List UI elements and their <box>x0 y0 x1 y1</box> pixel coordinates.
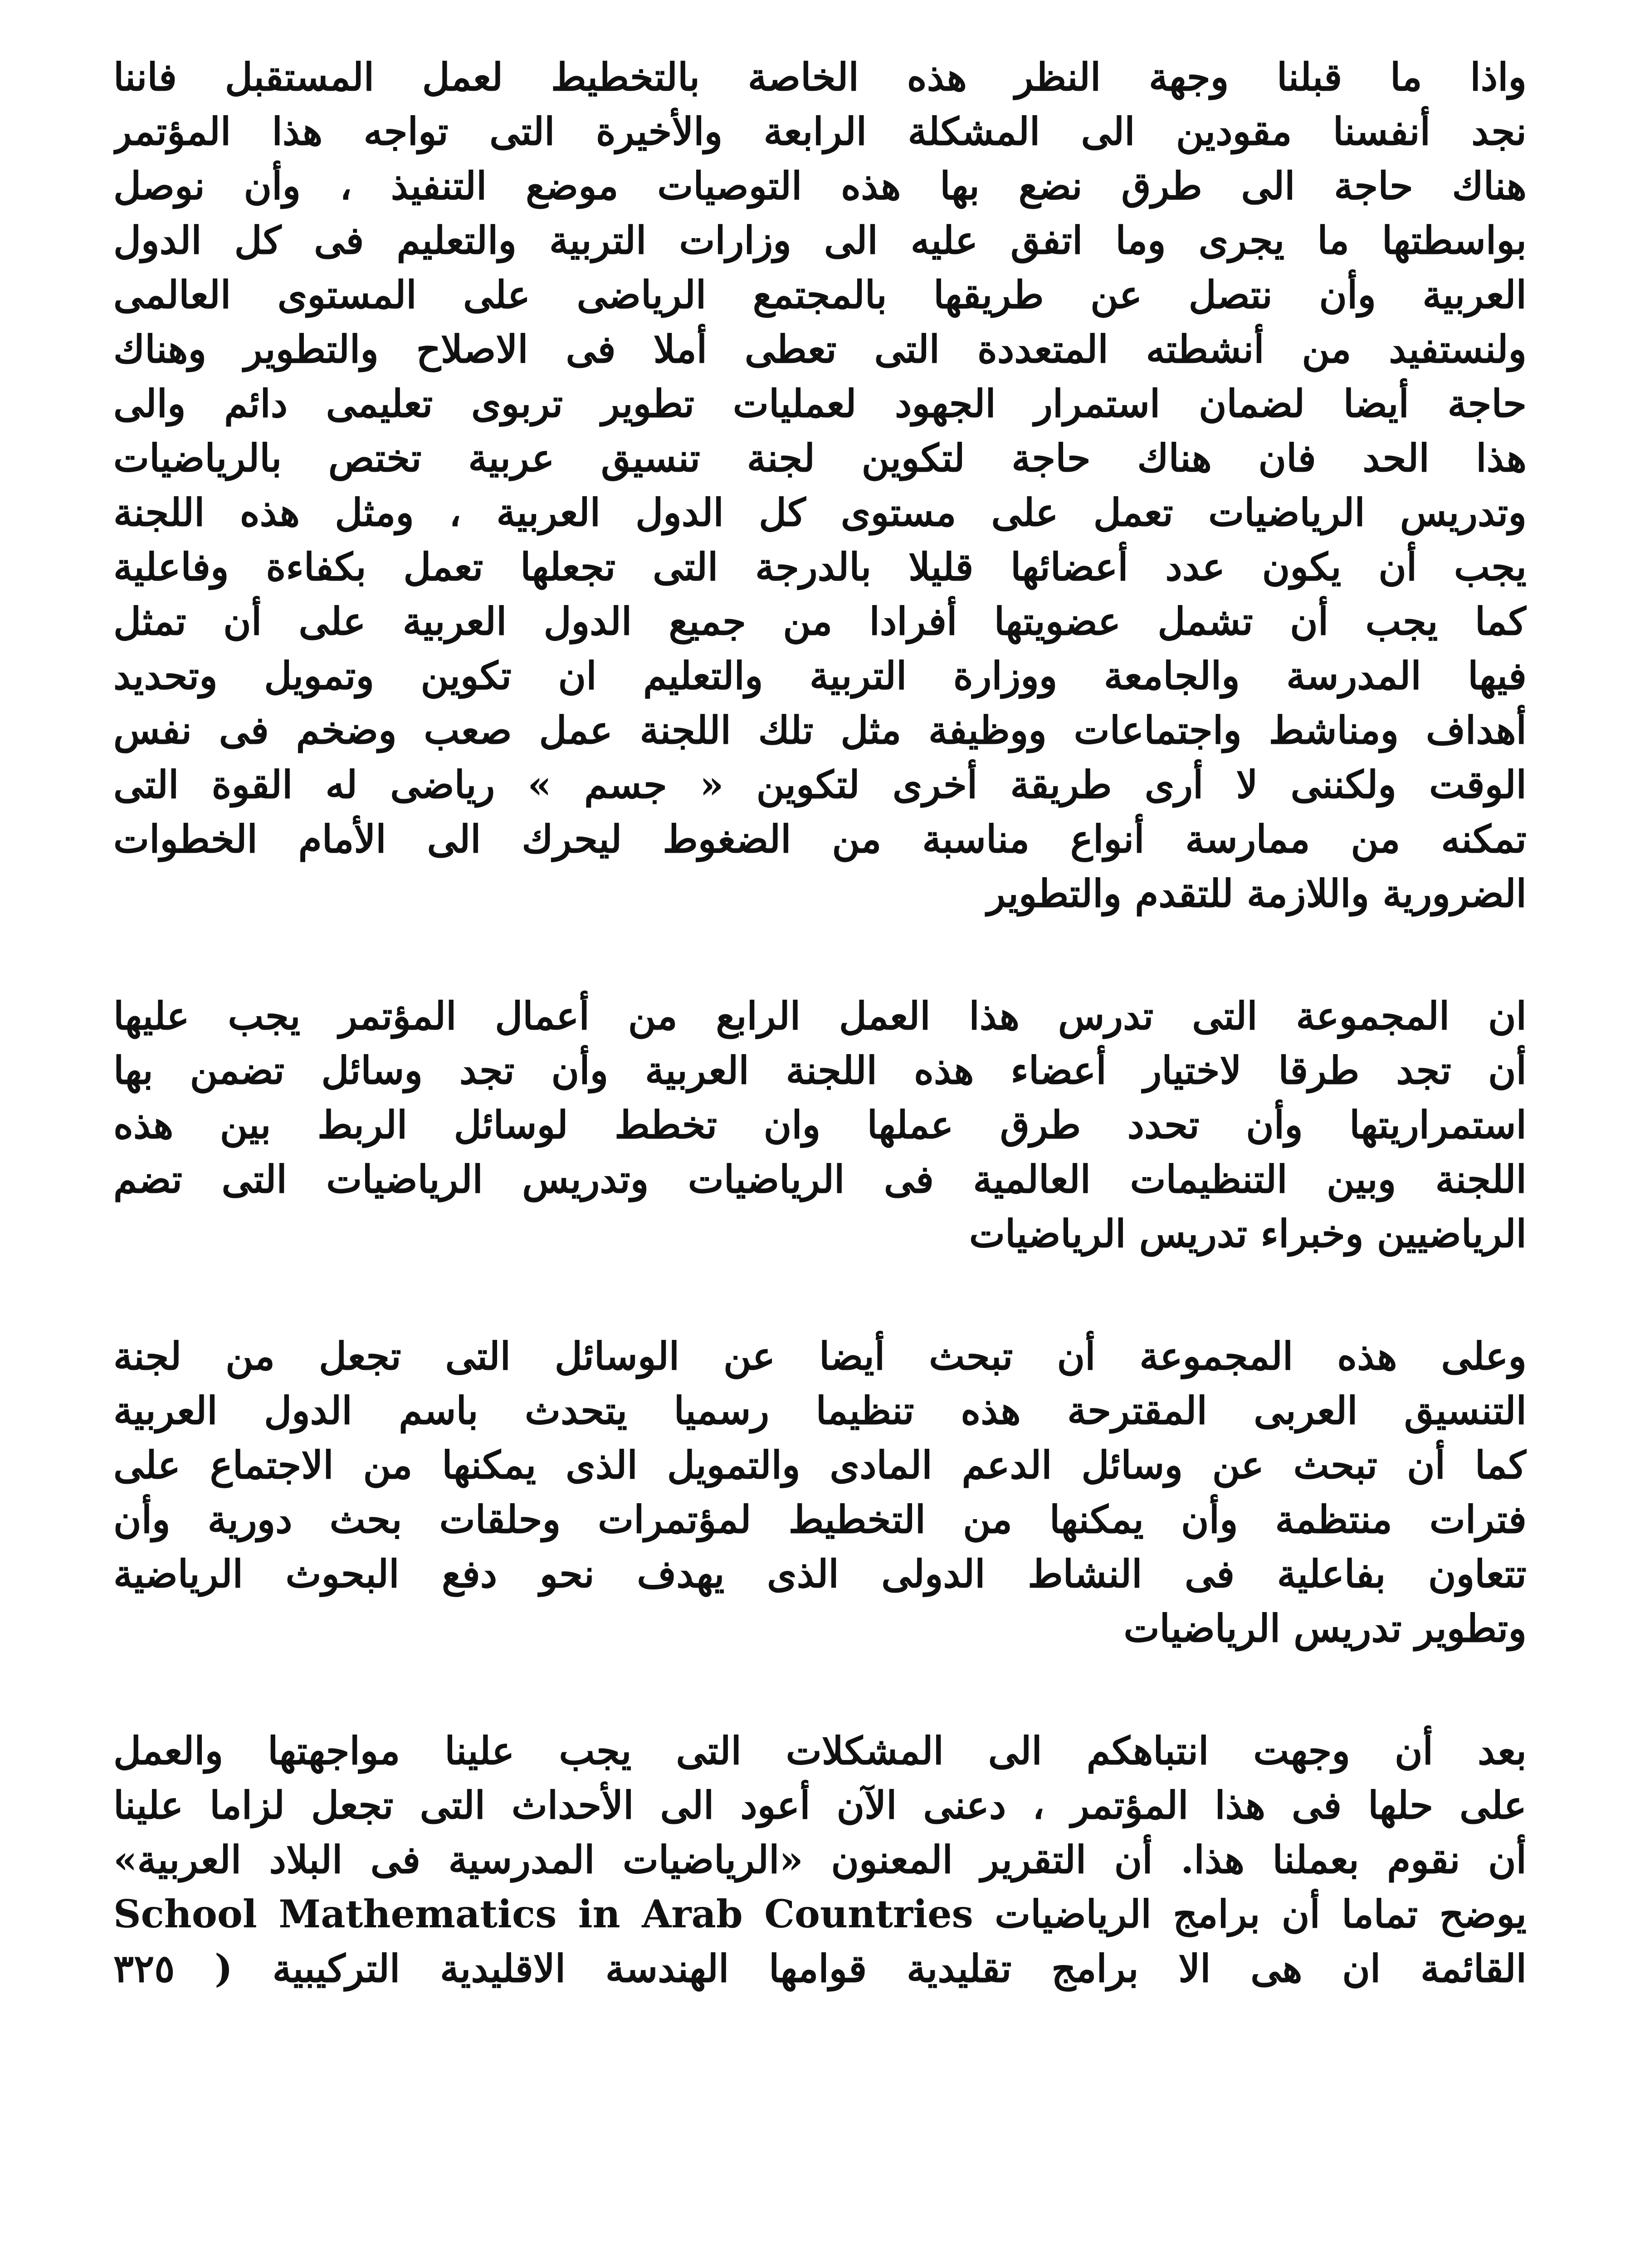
text-line: يجب أن يكون عدد أعضائها قليلا بالدرجة التى تجعلها تعمل بكفاءة وفاعلية <box>113 544 1527 589</box>
text-line: القائمة ان هى الا برامج تقليدية قوامها الهندسة الاقليدية التركيبية ( ٣٢٥ <box>113 1946 1527 1991</box>
text-line: وتدريس الرياضيات تعمل على مستوى كل الدول العربية ، ومثل هذه اللجنة <box>113 490 1527 535</box>
text-line: أهداف ومناشط واجتماعات ووظيفة مثل تلك اللجنة عمل صعب وضخم فى نفس <box>113 708 1527 753</box>
text-line: الرياضيين وخبراء تدريس الرياضيات <box>969 1211 1527 1256</box>
text-line: اللجنة وبين التنظيمات العالمية فى الرياضيات وتدريس الرياضيات التى تضم <box>113 1157 1527 1202</box>
text-line: فيها المدرسة والجامعة ووزارة التربية والتعليم ان تكوين وتمويل وتحديد <box>113 653 1527 698</box>
text-line: كما يجب أن تشمل عضويتها أفرادا من جميع الدول العربية على أن تمثل <box>113 599 1527 644</box>
text-line: هناك حاجة الى طرق نضع بها هذه التوصيات موضع التنفيذ ، وأن نوصل <box>113 163 1527 208</box>
document-body <box>113 50 1527 1996</box>
text-line: أن نقوم بعملنا هذا. أن التقرير المعنون «الرياضيات المدرسية فى البلاد العربية» <box>113 1837 1527 1882</box>
text-line: استمراريتها وأن تحدد طرق عملها وان تخطط لوسائل الربط بين هذه <box>113 1102 1527 1147</box>
text-line: ولنستفيد من أنشطته المتعددة التى تعطى أملا فى الاصلاح والتطوير وهناك <box>113 327 1527 371</box>
text-line: بواسطتها ما يجرى وما اتفق عليه الى وزارات التربية والتعليم فى كل الدول <box>113 218 1527 263</box>
text-line: حاجة أيضا لضمان استمرار الجهود لعمليات تطوير تربوى تعليمى دائم والى <box>113 381 1527 426</box>
paragraph-2 <box>113 989 1527 1261</box>
paragraph-gap <box>113 1261 1527 1329</box>
text-line: العربية وأن نتصل عن طريقها بالمجتمع الرياضى على المستوى العالمى <box>113 272 1527 317</box>
text-line: نجد أنفسنا مقودين الى المشكلة الرابعة والأخيرة التى تواجه هذا المؤتمر <box>113 109 1527 154</box>
text-line: الوقت ولكننى لا أرى طريقة أخرى لتكوين « جسم » رياضى له القوة التى <box>113 762 1527 807</box>
text-line: بعد أن وجهت انتباهكم الى المشكلات التى يجب علينا مواجهتها والعمل <box>113 1728 1527 1773</box>
text-line: أن تجد طرقا لاختيار أعضاء هذه اللجنة العربية وأن تجد وسائل تضمن بها <box>113 1048 1527 1093</box>
text-line: واذا ما قبلنا وجهة النظر هذه الخاصة بالتخطيط لعمل المستقبل فاننا <box>113 54 1527 99</box>
text-line: وتطوير تدريس الرياضيات <box>1123 1606 1527 1651</box>
text-line: فترات منتظمة وأن يمكنها من التخطيط لمؤتمرات وحلقات بحث دورية وأن <box>113 1497 1527 1542</box>
text-line: تمكنه من ممارسة أنواع مناسبة من الضغوط ليحرك الى الأمام الخطوات <box>113 816 1527 861</box>
text-line: School Mathematics in Arab Countries يوضح تماما أن برامج الرياضيات <box>113 1892 1527 1936</box>
paragraph-1 <box>113 50 1527 921</box>
text-line: هذا الحد فان هناك حاجة لتكوين لجنة تنسيق عربية تختص بالرياضيات <box>113 435 1527 480</box>
text-line: كما أن تبحث عن وسائل الدعم المادى والتمويل الذى يمكنها من الاجتماع على <box>113 1442 1527 1487</box>
paragraph-gap <box>113 921 1527 989</box>
text-line: ان المجموعة التى تدرس هذا العمل الرابع من أعمال المؤتمر يجب عليها <box>113 993 1527 1038</box>
text-line: وعلى هذه المجموعة أن تبحث أيضا عن الوسائل التى تجعل من لجنة <box>113 1334 1527 1378</box>
text-line: التنسيق العربى المقترحة هذه تنظيما رسميا يتحدث باسم الدول العربية <box>113 1388 1527 1433</box>
paragraph-gap <box>113 1656 1527 1724</box>
text-line: تتعاون بفاعلية فى النشاط الدولى الذى يهدف نحو دفع البحوث الرياضية <box>113 1551 1527 1596</box>
paragraph-3 <box>113 1329 1527 1656</box>
paragraph-4 <box>113 1724 1527 1996</box>
text-line: على حلها فى هذا المؤتمر ، دعنى الآن أعود الى الأحداث التى تجعل لزاما علينا <box>113 1783 1527 1828</box>
text-line: الضرورية واللازمة للتقدم والتطوير <box>987 871 1527 916</box>
